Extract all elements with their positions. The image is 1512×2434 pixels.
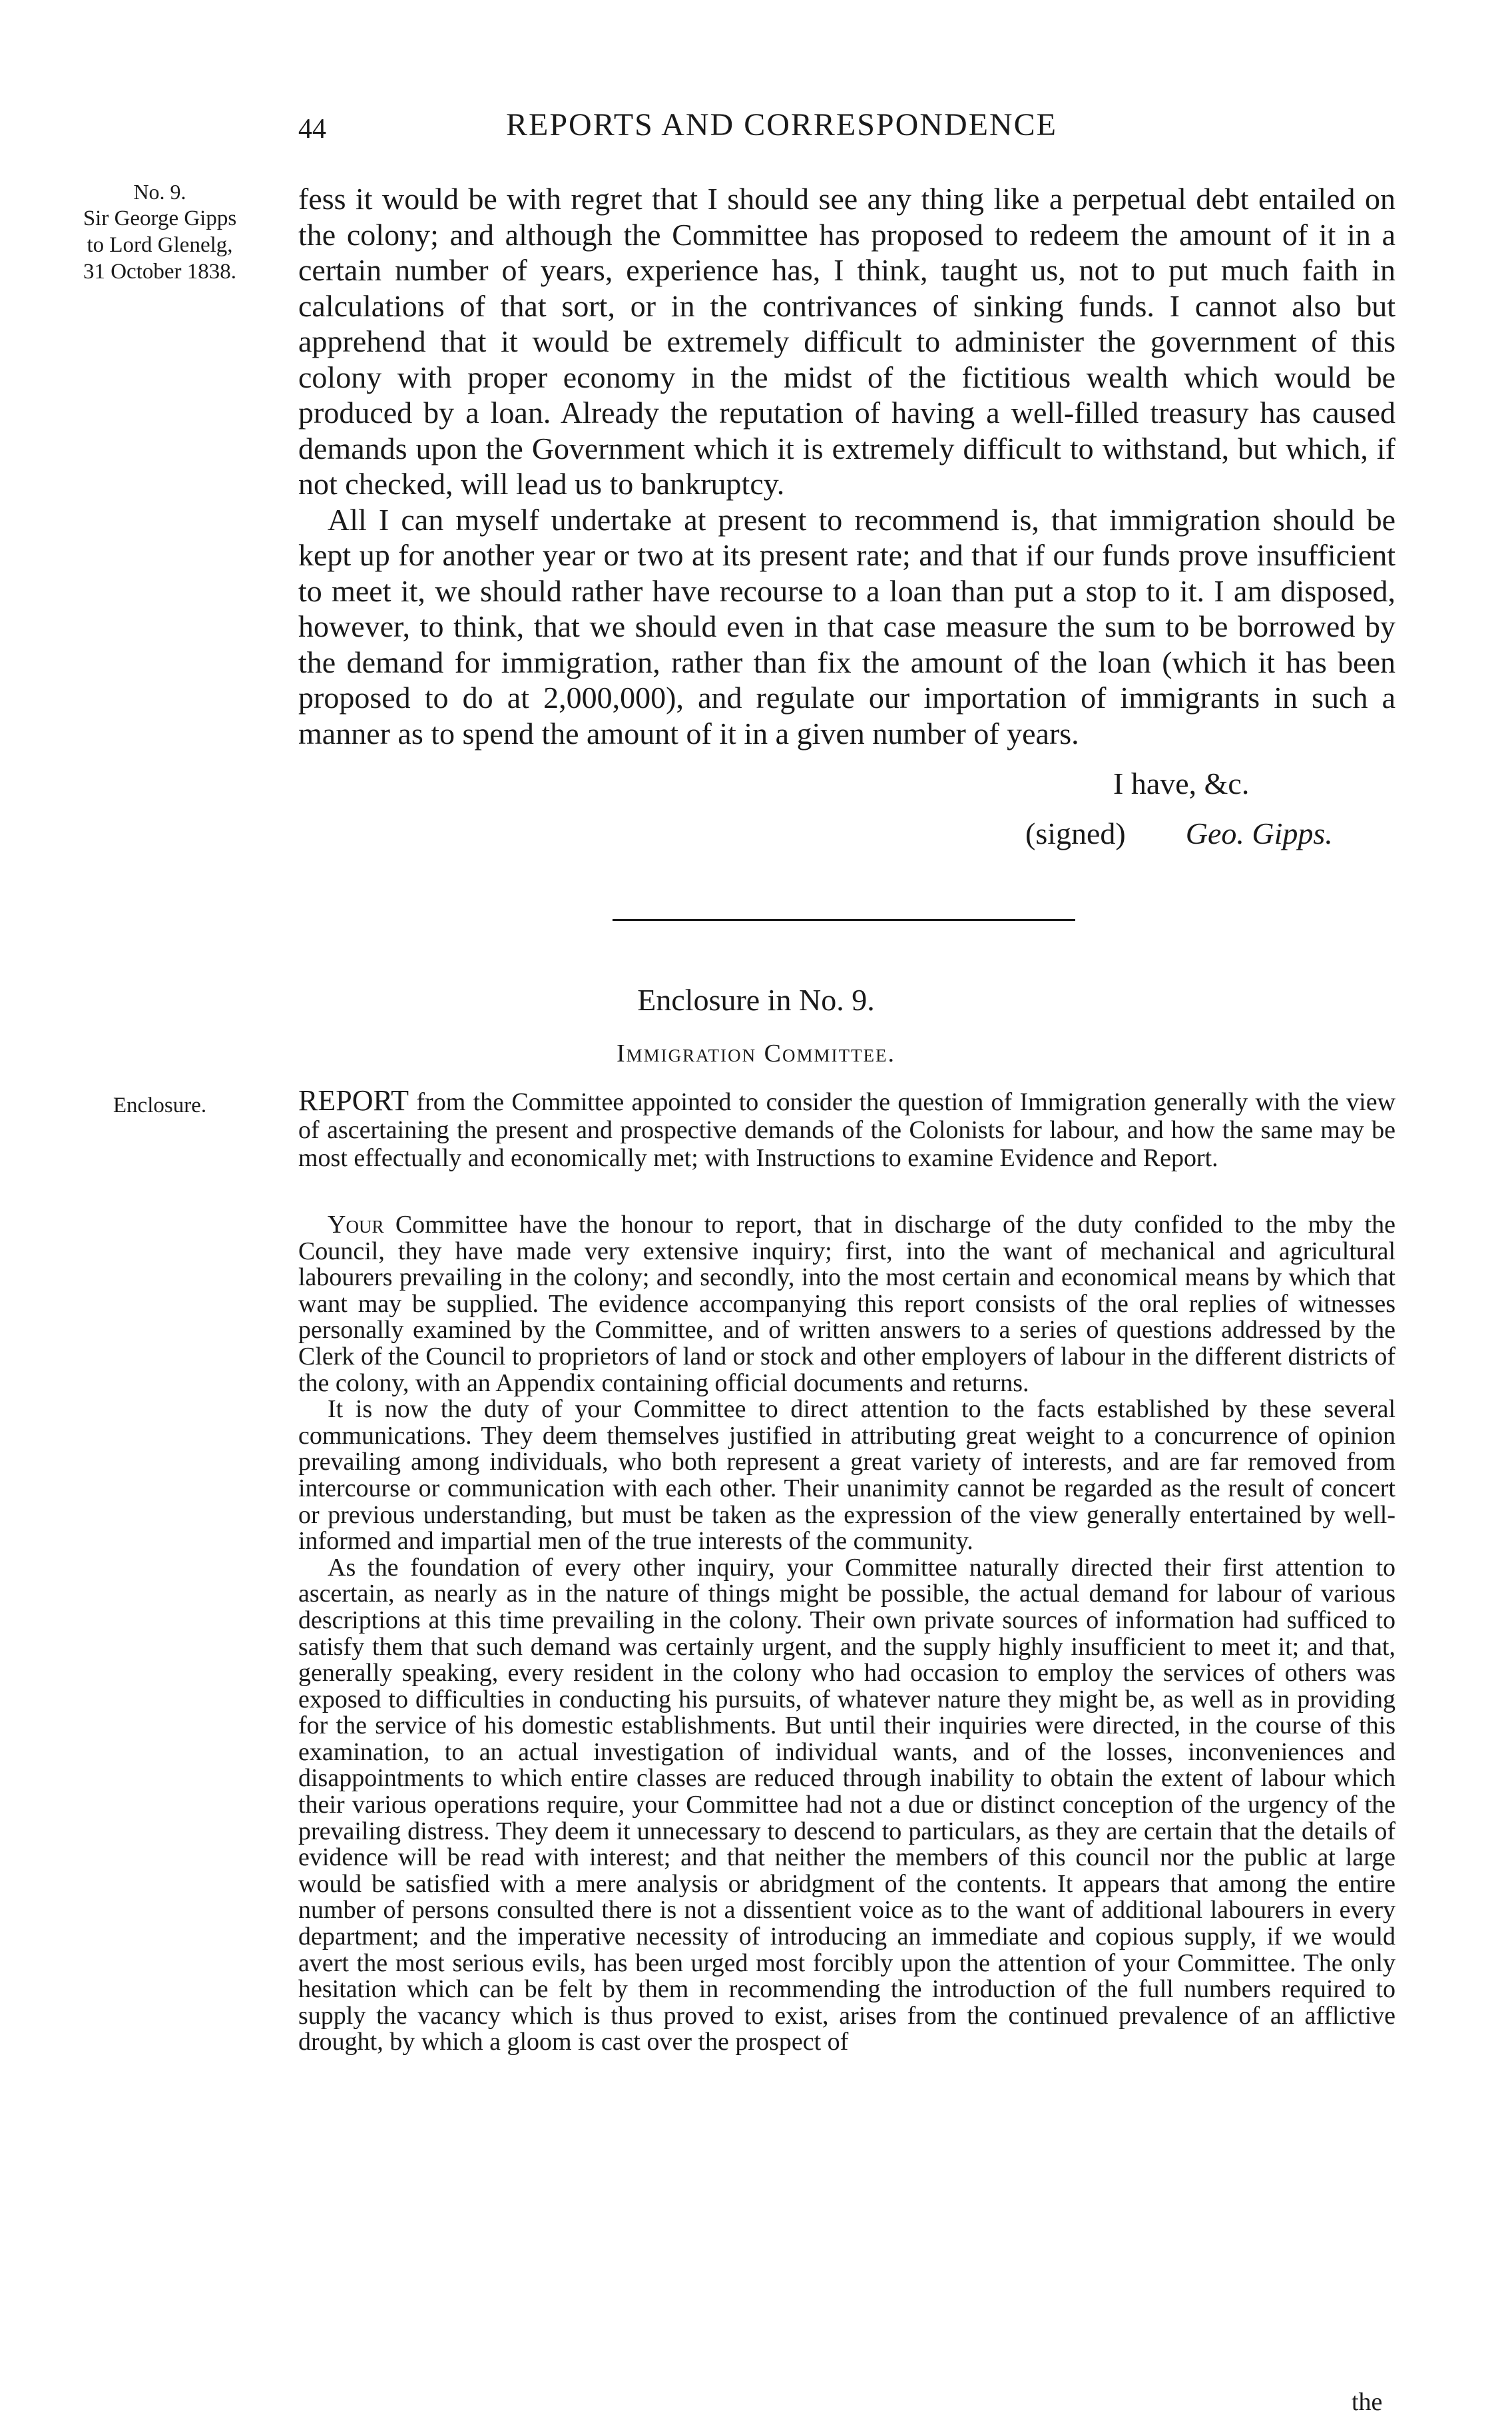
report-paragraph: It is now the duty of your Committee to direct attention to the facts established by these several communications. They deem themselves justified in attributing great weight to a concurrence of opinion prevailing among individuals, who both represent a great variety of interests, and are far removed from intercourse or communication with each other. Their unanimity cannot be regarded as the result of concert or previous understanding, but must be taken as the expression of the view generally entertained by well-informed and impartial men of the true interests of the community.	[298, 1395, 1395, 1556]
letter-body	[298, 181, 1395, 751]
report-paragraph: As the foundation of every other inquiry, your Committee naturally directed their first attention to ascertain, as nearly as in the nature of things might be possible, the actual demand for labour of various descriptions at this time prevailing in the colony. Their own private sources of information had sufficed to satisfy them that such demand was certainly urgent, and the supply highly insufficient to meet it; and that, generally speaking, every resident in the colony who had occasion to employ the services of others was exposed to difficulties in conducting his pursuits, of whatever nature they might be, as well as in providing for the service of his domestic establishments. But until their inquiries were directed, in the course of this examination, to an actual investigation of individual wants, and of the losses, inconveniences and disappointments to which entire classes are reduced through inability to obtain the extent of labour which their various operations require, your Committee had not a due or distinct conception of the urgency of the prevailing distress. They deem it unnecessary to descend to particulars, as they are certain that the details of evidence will be read with interest; and that neither the members of this council nor the public at large would be satisfied with a mere analysis or abridgment of the contents. It appears that among the entire number of persons consulted there is not a dissentient voice as to the want of additional labourers in every department; and the imperative necessity of introducing an immediate and copious supply, if we would avert the most serious evils, has been urged most forcibly upon the attention of your Committee. The only hesitation which can be felt by them in recommending the introduction of the full numbers required to supply the vacancy which is thus proved to exist, arises from the continued prevalence of an afflictive drought, by which a gloom is cast over the prospect of	[298, 1553, 1395, 2056]
report-title	[298, 1084, 1396, 1172]
section-divider	[613, 919, 1075, 921]
letter-paragraph: All I can myself undertake at present to recommend is, that immigration should be kept up for another year or two at its present rate; and that if our funds prove insufficient to meet it, we should rather have recourse to a loan than put a stop to it. I am disposed, however, to think, that we should even in that case measure the sum to be borrowed by the demand for immigration, rather than fix the amount of the loan (which it has been proposed to do at 2,000,000), and regulate our importation of immigrants in such a manner as to spend the amount of it in a given number of years.	[298, 502, 1395, 751]
running-title: REPORTS AND CORRESPONDENCE	[506, 107, 1057, 143]
report-opening-word: Your	[328, 1211, 384, 1239]
catchword: the	[1352, 2388, 1383, 2416]
signature-block	[1025, 816, 1333, 851]
enclosure-heading: Enclosure in No. 9.	[637, 983, 875, 1017]
report-title-text: from the Committee appointed to consider the question of Immigration generally with the view of ascertaining the present and prospective demands of the Colonists for labour, and how the same may be most effectually and economically met; with Instructions to examine Evidence and Report.	[298, 1088, 1396, 1172]
margin-letter-to: to Lord Glenelg,	[87, 233, 233, 257]
signature: Geo. Gipps.	[1185, 816, 1333, 850]
report-paragraph	[298, 1212, 1395, 1396]
report-paragraph-text: Committee have the honour to report, that in discharge of the duty confided to the mby the Council, they have made very extensive inquiry; first, into the want of mechanical and agricultural labourers prevailing in the colony; and secondly, into the most certain and economical means by which that want may be supplied. The evidence accompanying this report consists of the oral replies of witnesses personally examined by the Committee, and of written answers to a series of questions addressed by the Clerk of the Council to proprietors of land or stock and other employers of labour in the different districts of the colony, with an Appendix containing official documents and returns.	[298, 1211, 1395, 1397]
letter-paragraph: fess it would be with regret that I should see any thing like a perpetual debt entailed on the colony; and although the Committee has proposed to redeem the amount of it in a certain number of years, experience has, I think, taught us, not to put much faith in calculations of that sort, or in the contrivances of sinking funds. I cannot also but apprehend that it would be extremely difficult to administer the government of this colony with proper economy in the midst of the fictitious wealth which would be produced by a loan. Already the reputation of having a well-filled treasury has caused demands upon the Government which it is extremely difficult to withstand, but which, if not checked, will lead us to bankruptcy.	[298, 182, 1395, 501]
report-title-lead: REPORT	[298, 1084, 409, 1117]
committee-heading: Immigration Committee.	[617, 1040, 895, 1067]
report-body	[298, 1212, 1395, 2056]
margin-note-enclosure: Enclosure.	[113, 1093, 207, 1117]
margin-note-letter	[47, 178, 273, 285]
margin-letter-number: No. 9.	[133, 180, 186, 204]
margin-letter-from: Sir George Gipps	[83, 206, 237, 230]
page-number: 44	[298, 114, 326, 145]
signed-label: (signed)	[1025, 816, 1126, 850]
letter-closing: I have, &c.	[1113, 766, 1250, 800]
margin-letter-date: 31 October 1838.	[83, 260, 237, 284]
